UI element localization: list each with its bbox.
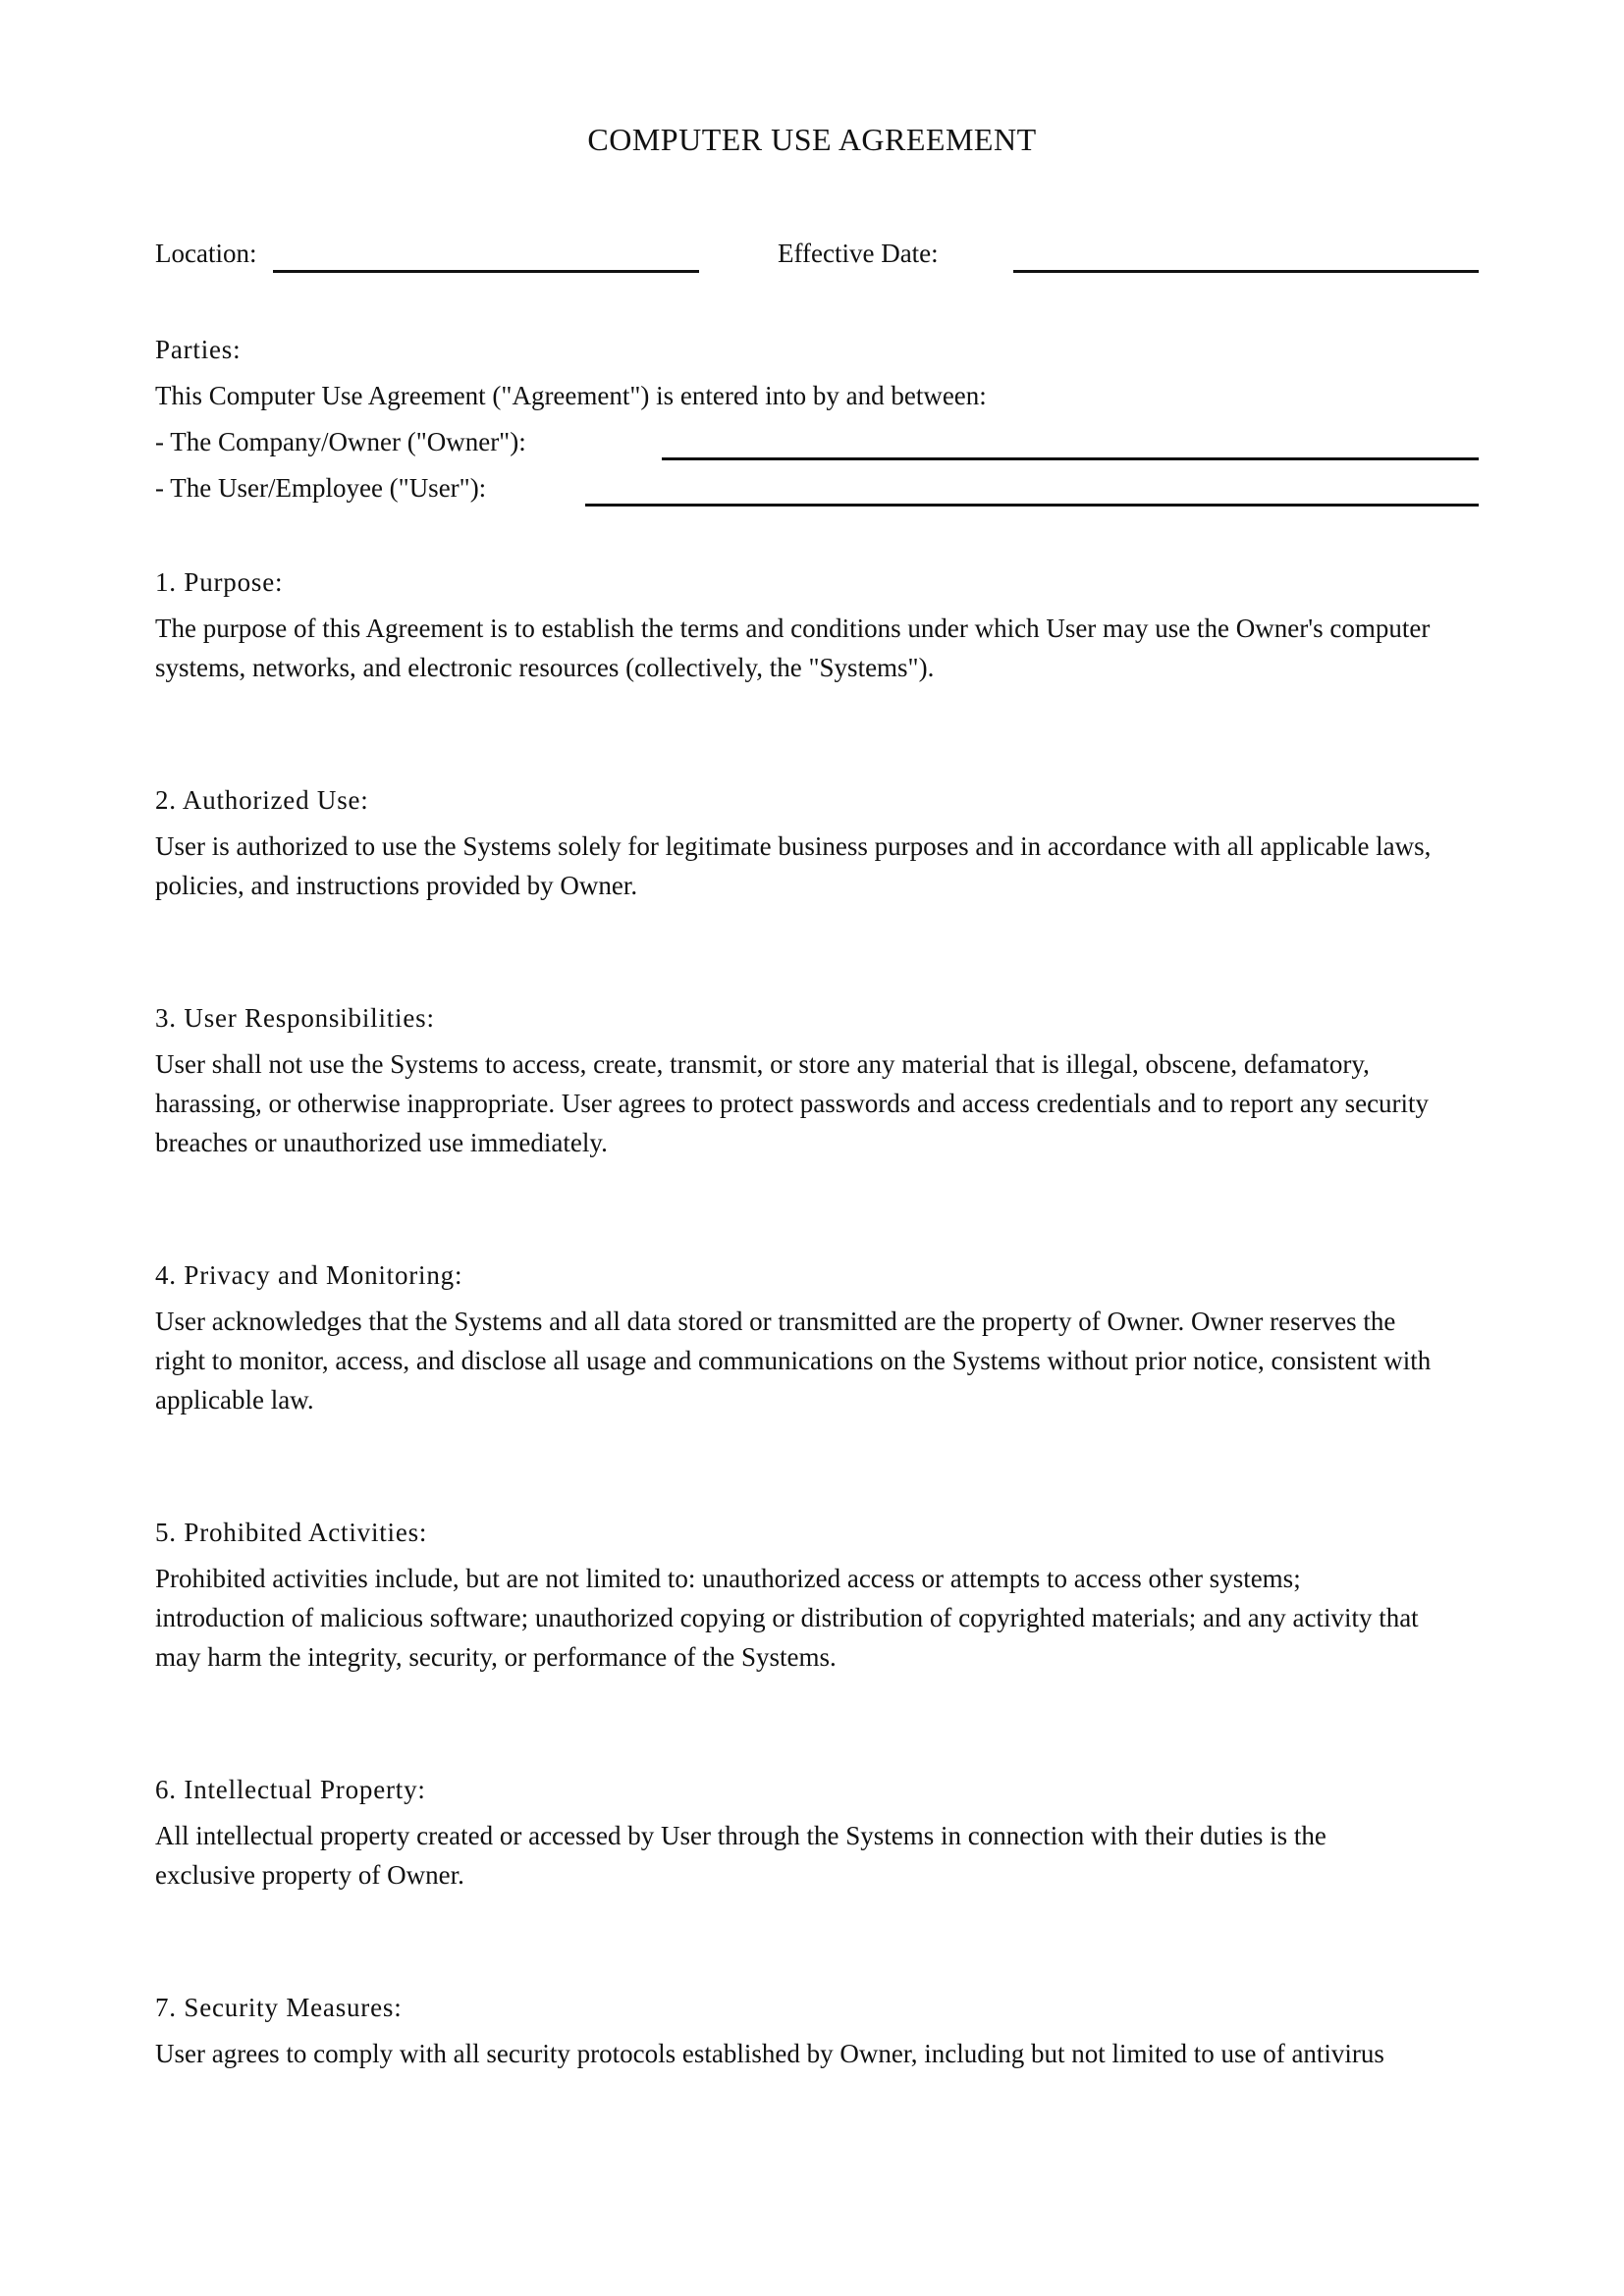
parties-intro: This Computer Use Agreement ("Agreement") is entered into by and between:: [155, 381, 987, 410]
section-heading-authorized-use: 2. Authorized Use:: [155, 785, 369, 815]
section-body-security-measures: User agrees to comply with all security protocols established by Owner, including but not limited to use of antivirus: [155, 2039, 1384, 2068]
document-title: COMPUTER USE AGREEMENT: [587, 122, 1037, 157]
section-heading-intellectual-property: 6. Intellectual Property:: [155, 1775, 426, 1804]
user-label: - The User/Employee ("User"):: [155, 473, 487, 503]
section-body-intellectual-property: All intellectual property created or accessed by User through the Systems in connection with their duties is the exclusive property of Owner.: [155, 1821, 1326, 1890]
owner-blank-line[interactable]: [662, 457, 1479, 460]
section-body-user-responsibilities: User shall not use the Systems to access, create, transmit, or store any material that is illegal, obscene, defamatory, harassing, or otherwise inappropriate. User agrees to protect passwords and access credentials and to report any security breaches or unauthorized use immediately.: [155, 1049, 1430, 1157]
effective-date-blank-line[interactable]: [1013, 270, 1479, 273]
section-heading-prohibited-activities: 5. Prohibited Activities:: [155, 1518, 428, 1547]
section-heading-user-responsibilities: 3. User Responsibilities:: [155, 1003, 435, 1033]
section-heading-purpose: 1. Purpose:: [155, 567, 284, 597]
location-label: Location:: [155, 239, 257, 268]
section-body-authorized-use: User is authorized to use the Systems solely for legitimate business purposes and in accordance with all applicable laws, policies, and instructions provided by Owner.: [155, 831, 1432, 900]
section-body-purpose: The purpose of this Agreement is to establish the terms and conditions under which User may use the Owner's computer systems, networks, and electronic resources (collectively, the "Systems").: [155, 614, 1431, 682]
section-body-privacy-monitoring: User acknowledges that the Systems and all data stored or transmitted are the property of Owner. Owner reserves the right to monitor, access, and disclose all usage and communications on the Systems without prior notice, consistent with applicable law.: [155, 1307, 1432, 1415]
section-heading-security-measures: 7. Security Measures:: [155, 1993, 403, 2022]
user-blank-line[interactable]: [585, 504, 1479, 507]
owner-label: - The Company/Owner ("Owner"):: [155, 427, 526, 456]
location-blank-line[interactable]: [273, 270, 699, 273]
section-body-prohibited-activities: Prohibited activities include, but are not limited to: unauthorized access or attempts to access other systems; introduction of malicious software; unauthorized copying or distribution of copyrighted materials; and any activity that may harm the integrity, security, or performance of the Systems.: [155, 1564, 1419, 1672]
parties-heading: Parties:: [155, 335, 242, 364]
effective-date-label: Effective Date:: [778, 239, 939, 268]
section-heading-privacy-monitoring: 4. Privacy and Monitoring:: [155, 1260, 463, 1290]
